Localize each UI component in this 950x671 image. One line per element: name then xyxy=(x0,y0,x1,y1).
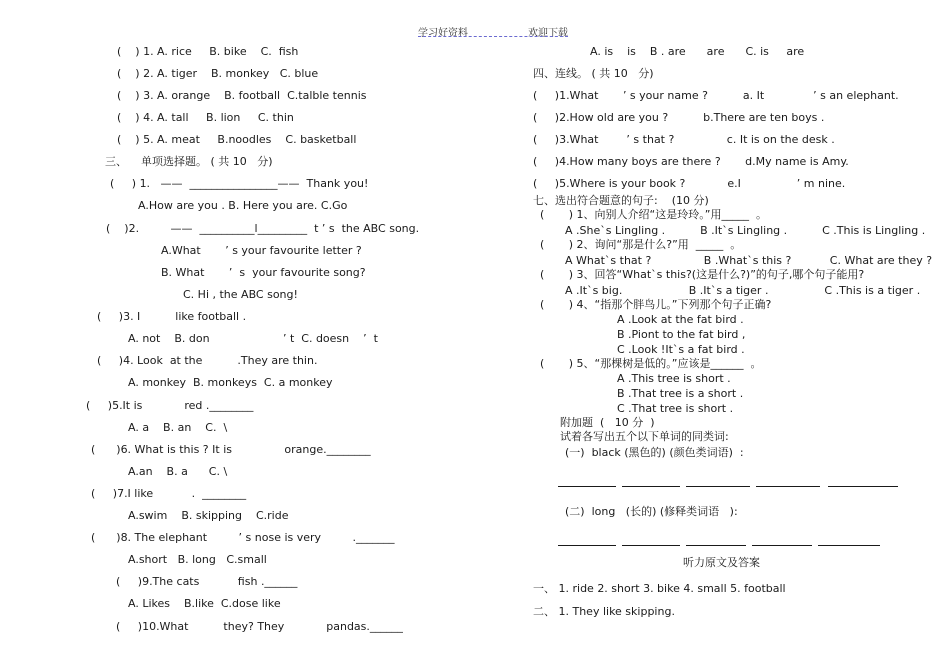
right-line-20: A .This tree is short . xyxy=(617,372,731,385)
left-line-20: A.an B. a C. \ xyxy=(128,465,228,478)
header-right: 欢迎下载 xyxy=(528,28,568,39)
right-line-9: ( ) 1、向别人介绍“这是玲玲。”用_____ 。 xyxy=(540,208,767,221)
left-line-3: ( ) 3. A. orange B. football C.talble tennis xyxy=(117,89,367,102)
left-line-12: C. Hi , the ABC song! xyxy=(183,288,298,301)
answer-blank[interactable] xyxy=(622,486,680,487)
left-line-17: ( )5.It is red .________ xyxy=(86,399,254,412)
right-line-16: A .Look at the fat bird . xyxy=(617,313,744,326)
left-line-21: ( )7.I like . ________ xyxy=(91,487,247,500)
section-4-title: 四、连线。 ( 共 10 分) xyxy=(533,67,654,80)
left-line-9: ( )2. —— __________l_________ t ’ s the ABC song. xyxy=(106,222,420,235)
left-line-26: A. Likes B.like C.dose like xyxy=(128,597,281,610)
right-line-24: 试着各写出五个以下单词的同类词: xyxy=(560,430,729,443)
left-line-2: ( ) 2. A. tiger B. monkey C. blue xyxy=(117,67,319,80)
answer-blank[interactable] xyxy=(622,545,680,546)
answer-blank[interactable] xyxy=(818,545,880,546)
right-line-18: C .Look !It`s a fat bird . xyxy=(617,343,745,356)
left-line-13: ( )3. I like football . xyxy=(97,310,247,323)
right-line-1: A. is is B . are are C. is are xyxy=(590,45,805,58)
left-line-27: ( )10.What they? They pandas.______ xyxy=(116,620,403,633)
right-line-11: ( ) 2、询问“那是什么?”用 _____ 。 xyxy=(540,238,742,251)
right-line-25: (一) black (黑色的) (颜色类词语) : xyxy=(565,446,744,459)
right-line-6: ( )4.How many boys are there ? d.My name is Amy. xyxy=(533,155,849,168)
left-line-23: ( )8. The elephant ’ s nose is very ._______ xyxy=(91,531,395,544)
answer-blank[interactable] xyxy=(686,545,746,546)
right-line-7: ( )5.Where is your book ? e.I ’ m nine. xyxy=(533,177,846,190)
answer-blank[interactable] xyxy=(756,486,820,487)
right-line-14: A .It`s big. B .It`s a tiger . C .This is a tiger . xyxy=(565,284,921,297)
answer-blank[interactable] xyxy=(686,486,750,487)
header-left: 学习好资料 xyxy=(418,28,468,39)
right-line-12: A What`s that ? B .What`s this ? C. What are they ? xyxy=(565,254,933,267)
left-line-5: ( ) 5. A. meat B.noodles C. basketball xyxy=(117,133,357,146)
answer-blank[interactable] xyxy=(558,545,616,546)
right-line-13: ( ) 3、回答“What`s this?(这是什么?)”的句子,哪个句子能用? xyxy=(540,268,865,281)
answer-blank[interactable] xyxy=(752,545,812,546)
right-line-26: (二) long (长的) (修释类词语 ): xyxy=(565,505,738,518)
listening-answer-1: 一、 1. ride 2. short 3. bike 4. small 5. football xyxy=(533,582,786,595)
right-line-15: ( ) 4、“指那个胖鸟儿。”下列那个句子正确? xyxy=(540,298,772,311)
left-line-19: ( )6. What is this ? It is orange.________ xyxy=(91,443,371,456)
bonus-title: 附加题 ( 10 分 ) xyxy=(560,416,655,429)
section-3-title: 三、 单项选择题。 ( 共 10 分) xyxy=(105,155,273,168)
answer-blank[interactable] xyxy=(828,486,898,487)
left-line-18: A. a B. an C. \ xyxy=(128,421,228,434)
right-line-19: ( ) 5、“那棵树是低的。”应该是______ 。 xyxy=(540,357,762,370)
right-line-4: ( )2.How old are you ? b.There are ten boys . xyxy=(533,111,825,124)
left-line-14: A. not B. don ’ t C. doesn ’ t xyxy=(128,332,378,345)
listening-answer-2: 二、 1. They like skipping. xyxy=(533,605,675,618)
left-line-11: B. What ’ s your favourite song? xyxy=(161,266,366,279)
listening-title: 听力原文及答案 xyxy=(683,556,760,569)
answer-blank[interactable] xyxy=(558,486,616,487)
left-line-1: ( ) 1. A. rice B. bike C. fish xyxy=(117,45,299,58)
left-line-7: ( ) 1. —— ________________—— Thank you! xyxy=(110,177,369,190)
left-line-4: ( ) 4. A. tall B. lion C. thin xyxy=(117,111,294,124)
left-line-15: ( )4. Look at the .They are thin. xyxy=(97,354,318,367)
right-line-5: ( )3.What ’ s that ? c. It is on the desk . xyxy=(533,133,835,146)
left-line-25: ( )9.The cats fish .______ xyxy=(116,575,298,588)
right-line-17: B .Piont to the fat bird , xyxy=(617,328,746,341)
right-line-22: C .That tree is short . xyxy=(617,402,734,415)
left-line-8: A.How are you . B. Here you are. C.Go xyxy=(138,199,348,212)
header-rule xyxy=(418,36,568,37)
left-line-10: A.What ’ s your favourite letter ? xyxy=(161,244,362,257)
left-line-16: A. monkey B. monkeys C. a monkey xyxy=(128,376,333,389)
section-7-title: 七、选出符合题意的句子: (10 分) xyxy=(533,194,709,207)
left-line-22: A.swim B. skipping C.ride xyxy=(128,509,289,522)
right-line-10: A .She`s Lingling . B .It`s Lingling . C .This is Lingling . xyxy=(565,224,926,237)
left-line-24: A.short B. long C.small xyxy=(128,553,267,566)
right-line-3: ( )1.What ’ s your name ? a. It ’ s an elephant. xyxy=(533,89,899,102)
right-line-21: B .That tree is a short . xyxy=(617,387,744,400)
